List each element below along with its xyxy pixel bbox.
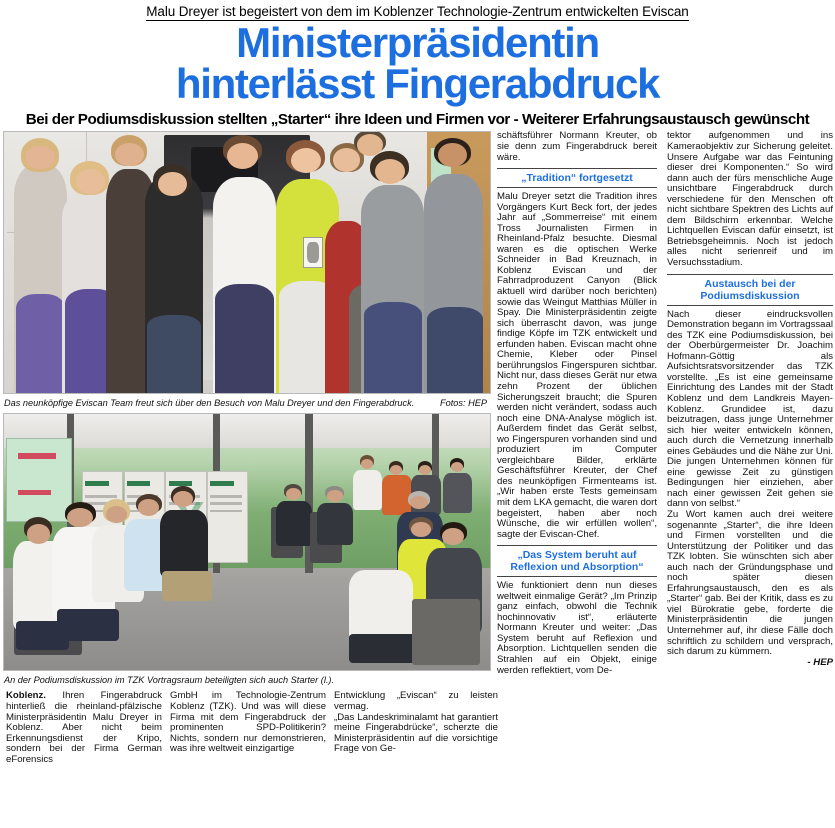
- kicker-text: Malu Dreyer ist begeistert von dem im Koblenzer Technologie-Zentrum entwickelten Eviscan: [146, 4, 689, 19]
- lower-column-2: [170, 691, 334, 765]
- right-text-columns: [497, 131, 835, 676]
- photo-1-credit: Fotos: HEP: [440, 398, 487, 409]
- lower-column-1-body: Ihren Fingerabdruck hinterließ die rheinland-pfälzische Ministerpräsidentin Malu Dreyer in Koblenz. Aber nicht beim Erkennungsdienst der Kripo, sondern bei der Firma German eForensics: [6, 690, 163, 765]
- dateline: Koblenz.: [6, 690, 46, 702]
- lower-text-columns: [3, 691, 500, 765]
- article-signature: - HEP: [807, 656, 833, 668]
- eviscan-team-photo: [3, 131, 491, 394]
- col4-subhead-line1: Austausch bei der: [704, 277, 796, 290]
- lower-column-3-body-1: Entwicklung „Eviscan“ zu leisten vermag.: [334, 690, 498, 713]
- col3-subhead-system-line2: Reflexion und Absorption“: [510, 561, 644, 574]
- kicker-line: [0, 0, 835, 19]
- podium-discussion-photo: [3, 413, 491, 671]
- media-column: [0, 131, 497, 765]
- col4-body-1: tektor aufgenommen und ins Kameraobjektiv zur Sicherung geleitet. Unsere Aufgabe war das Feintuning dieser drei Komponenten.“ So wird dann auch der fürs menschliche Auge unsichtbare Fingerabdruck durch verschiedene für den Menschen oft nicht sichtbare Spektren des Lichts auf dem Bildschirm erkennbar. Welche Lichtquellen Eviscan dafür einsetzt, ist Betriebsgeheimnis. Noch ist jedoch alles nicht serienreif und im Versuchsstadium.: [667, 130, 833, 269]
- article-column-3: [497, 131, 665, 676]
- photo-2-caption-text: An der Podiumsdiskussion im TZK Vortragsraum beteiligten sich auch Starter (l.).: [4, 675, 335, 686]
- lower-column-1: [6, 691, 170, 765]
- col4-body-2: Nach dieser eindrucksvollen Demonstration begann im Vortragssaal des TZK eine Podiumsdiskussion, bei der Oberbürgermeister Dr. Joachim Hofmann-Göttig als Aufsichtsratsvorsitzender das TZK vorstellte. „Es ist eine gemeinsame Einrichtung des Landes mit der Stadt Koblenz und dem Landkreis Mayen-Koblenz. Grundidee ist, dazu beizutragen, dass junge Unternehmer sich hier weiter entwickeln können, auch durch die Vernetzung innerhalb eines Gebäudes und die Nähe zur Uni. Die jungen Unternehmen können für eine gewisse Zeit zu günstigen Bedingungen hier einziehen, aber nach einer gewissen Zeit gehen sie dann von selbst.“: [667, 308, 833, 510]
- col4-subhead-austausch: [667, 274, 833, 306]
- headline-line-1: Ministerpräsidentin: [236, 19, 599, 66]
- lower-column-2-body: GmbH im Technologie-Zentrum Koblenz (TZK). Und was will diese Firma mit dem Fingerabdruck der prominenten SPD-Politikerin? Nichts, sondern nur demonstrieren, was ihre weltweit einzigartige: [170, 690, 327, 755]
- col3-subhead-system: [497, 545, 657, 577]
- photo-1-caption: [3, 394, 491, 413]
- col4-subhead-line2: Podiumsdiskussion: [700, 289, 800, 302]
- col3-subhead-tradition: „Tradition“ fortgesetzt: [497, 168, 657, 188]
- lower-column-3: [334, 691, 500, 765]
- page-subhead: Bei der Podiumsdiskussion stellten „Starter“ ihre Ideen und Firmen vor - Weiterer Erfahrungsaustausch gewünscht: [25, 111, 810, 129]
- upper-section: [0, 131, 835, 765]
- col4-body-3: Zu Wort kamen auch drei weitere sogenannte „Starter“, die ihre Ideen und Firmen vorstellten und die Unterstützung der Politiker und das TZK lobten. Sie wünschten sich aber auch nach der Gründungsphase und noch später diesen Erfahrungsaustausch, den es als „Starter“ gab. Bei der Kritik, dass es zu viel Bürokratie gebe, forderte die Ministerpräsidentin die jungen Unternehmer auf, ihr diese Fälle doch schriftlich zu schildern und versprach, sich darum zu kümmern.: [667, 508, 833, 658]
- page-headline: [0, 19, 835, 107]
- article-column-4: [665, 131, 835, 676]
- col3-subhead-system-line1: „Das System beruht auf: [517, 549, 637, 562]
- col3-top-paragraph: schäftsführer Normann Kreuter, ob sie denn zum Fingerabdruck bereit wäre.: [497, 130, 657, 163]
- headline-line-2: hinterlässt Fingerabdruck: [175, 59, 660, 107]
- lower-column-3-body-2: „Das Landeskriminalamt hat garantiert meine Fingerabdrücke“, scherzte die Ministerpräsidentin auf die vorsichtige Frage von Ge-: [334, 711, 498, 755]
- photo-2-caption: [3, 671, 491, 690]
- photo-1-caption-text: Das neunköpfige Eviscan Team freut sich über den Besuch von Malu Dreyer und den Fingerabdruck.: [4, 398, 415, 409]
- col3-body-1: Malu Dreyer setzt die Tradition ihres Vorgängers Kurt Beck fort, der jedes Jahr auf „Sommerreise“ mit einem Tross Journalisten Firmen in Rheinland-Pfalz besuchte. Diesmal waren es die optischen Werke Schneider in Bad Kreuznach, in Koblenz Eviscan und der Fahrradproduzent Canyon (Blick aktuell wird darüber noch berichten) sowie das Weingut Matthias Müller in Spay. Die Ministerpräsidentin zeigte sich überrascht davon, was junge findige Köpfe im TZK entwickelt und erfunden haben. Eviscan macht ohne Chemie, Kleber oder Pinsel berührungslos Fingerspuren sichtbar. Nicht nur, dass dieses Gerät nur etwa zehn Prozent der üblichen Sicherungszeit braucht; die Spuren werden nicht verändert, sodass auch noch eine DNA-Analyse möglich ist. Außerdem findet das Gerät selbst, wo Fingerspuren vorhanden sind und produziert im Computer vergleichbare Bilder, erklärte Geschäftsführer Kreuter, der Chef des neunköpfigen Firmenteams ist. „Wir haben erste Tests gemeinsam mit dem LKA gemacht, die waren dort begeistert, haben aber noch Wünsche, die wir erfüllen wollen“, sagte der Eviscan-Chef.: [497, 191, 657, 540]
- lower-column-1-paragraph: [6, 691, 162, 765]
- col3-body-2: Wie funktioniert denn nun dieses weltweit einmalige Gerät? „Im Prinzip ganz einfach, obwohl die Technik hochinnovativ ist“, erläuterte Normann Kreuter und weiter: „Das System beruht auf Reflexion und Absorption. Lichtquellen senden die Strahlen auf ein Objekt, einige werden reflektiert, vom De-: [497, 580, 657, 676]
